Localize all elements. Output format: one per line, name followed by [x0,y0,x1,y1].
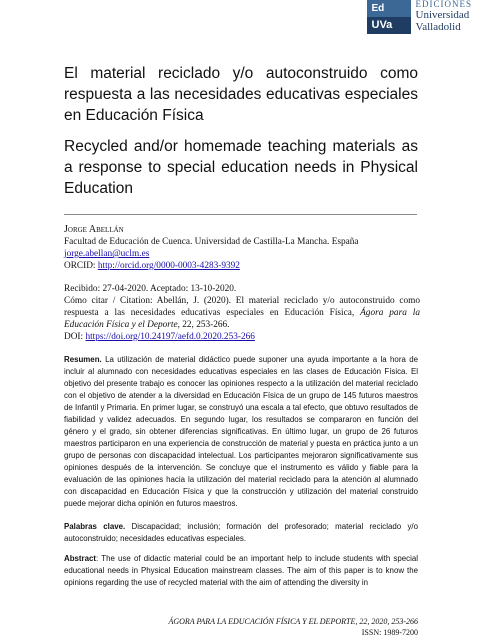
doi-link[interactable]: https://doi.org/10.24197/aefd.0.2020.253-266 [85,332,255,342]
palabras-text: Discapacidad; inclusión; formación del profesorado; material reciclado y/o autoconstruido; necesidades educativas especiales. [64,522,418,543]
orcid-label: ORCID: [64,261,98,271]
logo-line-ediciones: EDICIONES [415,0,472,9]
author-name: Jorge Abellán [64,224,124,235]
doi-line [64,331,420,343]
keywords-spanish [64,521,418,545]
logo-line-universidad: Universidad [415,9,470,21]
citation-suffix: , 22, 253-266. [177,320,230,330]
received-accepted-dates: Recibido: 27-04-2020. Aceptado: 13-10-2020. [64,284,237,294]
footer-issn: ISSN: 1989-7200 [361,628,418,637]
citation [64,295,420,331]
logo-wordmark [416,0,473,34]
title-divider [64,214,417,215]
orcid-link[interactable]: http://orcid.org/0000-0003-4283-9392 [97,261,240,271]
title-spanish: El material reciclado y/o autoconstruido como respuesta a las necesidades educativas especiales en Educación Física [64,65,418,124]
footer-journal: ÁGORA PARA LA EDUCACIÓN FÍSICA Y EL DEPORTE, 22, 2020, 253-266 [168,617,418,626]
publisher-logo [367,0,473,34]
logo-ed: Ed [367,0,411,17]
orcid-line [64,260,420,272]
logo-line-valladolid: Valladolid [415,21,461,33]
author-affiliation: Facultad de Educación de Cuenca. Universidad de Castilla-La Mancha. España [64,237,359,247]
abstract-paragraph [64,553,418,589]
author-email-link[interactable]: jorge.abellan@uclm.es [64,249,150,259]
palabras-label: Palabras clave. [64,522,126,531]
doi-label: DOI: [64,332,86,342]
resumen-paragraph [64,354,418,510]
page-footer [168,616,418,638]
abstract-text: : The use of didactic material could be an important help to include students with special educational needs in Physical Education mainstream classes. The aim of this paper is to know the opinions regarding the use of recycled material with the aim of attending the diversity in [64,554,418,587]
citation-journal: Ágora para la Educación Física y el Deporte [64,308,420,330]
abstract-label: Abstract [64,554,97,563]
resumen-label: Resumen. [64,355,102,364]
logo-mark [367,0,411,34]
logo-uva: UVa [371,19,393,31]
citation-text: Cómo citar / Citation: Abellán, J. (2020). El material reciclado y/o autoconstruido como respuesta a las necesidades educativas especiales en Educación Física, [64,296,420,318]
title-english: Recycled and/or homemade teaching materials as a response to special education needs in Physical Education [64,138,418,197]
resumen-text: La utilización de material didáctico puede suponer una ayuda importante a la hora de incluir al alumnado con necesidades educativas especiales en las clases de Educación Física. El objetivo del presente trabajo es conocer las opiniones respecto a la utilización del material reciclado con el objetivo de atender a la diversidad en Educación Física de un grupo de 145 futuros maestros de Infantil y Primaria. En primer lugar, se construyó una escala a tal efecto, que obtuvo resultados de fiabilidad y validez adecuados. En segundo lugar, los resultados se compararon en función del género y el grado, sin obtener diferencias significativas. En último lugar, un grupo de 26 futuros maestros participaron en una experiencia de construcción de material y puesta en práctica junto a un grupo de personas con discapacidad intelectual. Los participantes mejoraron significativamente sus opiniones después de la intervención. Se concluye que el instrumento es válido y fiable para la evaluación de las opiniones hacia la utilización del material reciclado para la atención al alumnado con discapacidad en Educación Física y que la construcción y utilización del material construido puede mejorar dicha opinión en futuros maestros. [64,355,418,508]
